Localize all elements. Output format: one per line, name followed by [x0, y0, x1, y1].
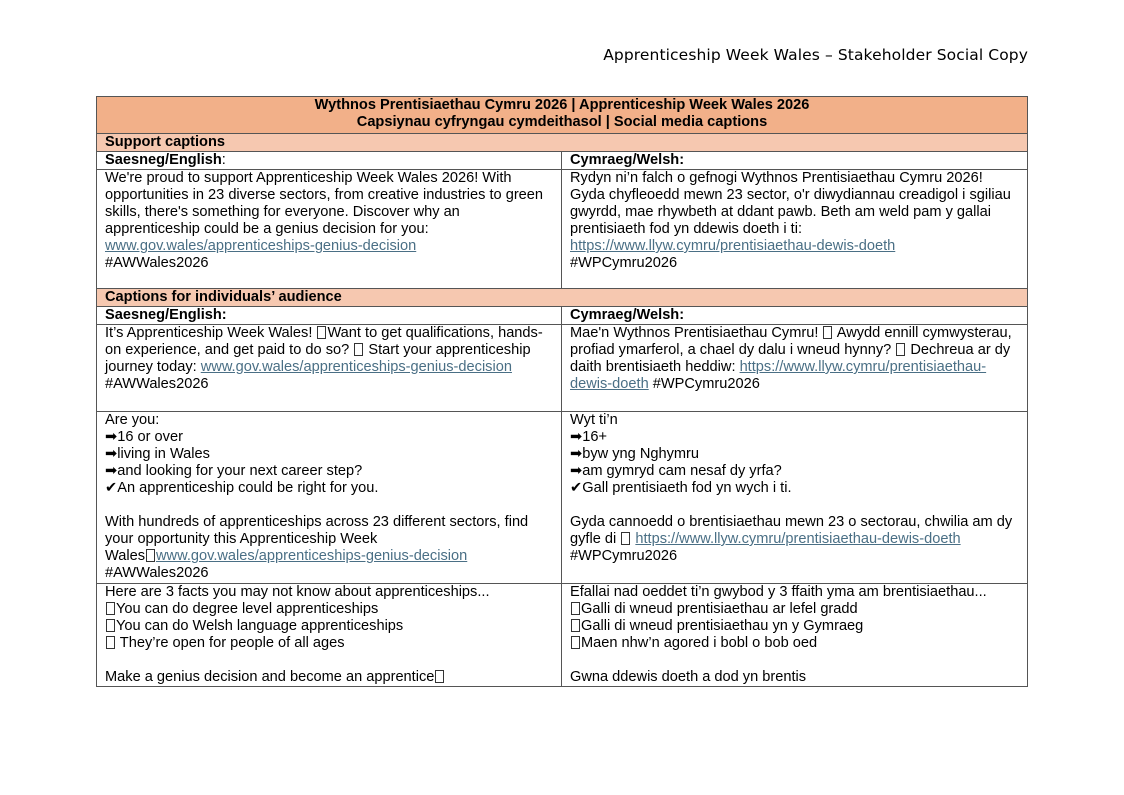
- text-line: Gwna ddewis doeth a dod yn brentis: [570, 669, 807, 685]
- text: journey today:: [105, 359, 201, 375]
- caption-1-en: [97, 325, 562, 412]
- text-line: opportunities in 23 diverse sectors, from creative industries to green: [105, 187, 544, 203]
- text-line: We're proud to support Apprenticeship Week Wales 2026! With: [105, 170, 512, 186]
- title-line-2: Capsiynau cyfryngau cymdeithasol | Social media captions: [356, 114, 768, 130]
- emoji-glyph-icon: [106, 602, 115, 615]
- emoji-glyph-icon: [621, 532, 630, 545]
- gov-wales-link[interactable]: www.gov.wales/apprenticeships-genius-decision: [200, 359, 512, 375]
- text: It’s Apprenticeship Week Wales!: [105, 325, 317, 341]
- fact-item: You can do Welsh language apprenticeships: [116, 618, 404, 634]
- emoji-glyph-icon: [106, 636, 115, 649]
- emoji-glyph-icon: [435, 670, 444, 683]
- text: daith brentisiaeth heddiw:: [570, 359, 740, 375]
- section-title-individuals: Captions for individuals’ audience: [97, 289, 1028, 307]
- text-line: apprenticeship could be a genius decision for you:: [105, 221, 429, 237]
- hashtag: #AWWales2026: [105, 255, 209, 271]
- bullet-item: ➡16+: [570, 429, 607, 445]
- caption-1-cy: [562, 325, 1028, 412]
- text: gyfle di: [570, 531, 621, 547]
- text-line: gwyrdd, mae rhywbeth at ddant pawb. Beth am weld pam y gallai: [570, 204, 992, 220]
- section-row-support: [97, 134, 1028, 152]
- emoji-glyph-icon: [896, 343, 905, 356]
- bullet-item: ➡byw yng Nghymru: [570, 446, 700, 462]
- fact-item: You can do degree level apprenticeships: [116, 601, 379, 617]
- text-line: skills, there's something for everyone. Discover why an: [105, 204, 460, 220]
- captions-table: [96, 96, 1028, 687]
- title-row: [97, 97, 1028, 134]
- header-row-support: [97, 152, 1028, 170]
- bullet-item: ➡16 or over: [105, 429, 183, 445]
- text: Wales: [105, 548, 146, 564]
- emoji-glyph-icon: [571, 636, 580, 649]
- section-title-support: Support captions: [97, 134, 1028, 152]
- text-line: Efallai nad oeddet ti’n gwybod y 3 ffaith yma am brentisiaethau...: [570, 584, 987, 600]
- text-line: With hundreds of apprenticeships across 23 different sectors, find: [105, 514, 529, 530]
- caption-2-cy: [562, 412, 1028, 584]
- emoji-glyph-icon: [571, 619, 580, 632]
- bullet-item: ➡and looking for your next career step?: [105, 463, 363, 479]
- fact-item: Maen nhw’n agored i bobl o bob oed: [581, 635, 818, 651]
- support-caption-cy: [562, 170, 1028, 289]
- text: Start your apprenticeship: [364, 342, 531, 358]
- emoji-glyph-icon: [146, 549, 155, 562]
- individual-caption-row-3: [97, 584, 1028, 687]
- bullet-item: ✔Gall prentisiaeth fod yn wych i ti.: [570, 480, 792, 496]
- text: Awydd ennill cymwysterau,: [833, 325, 1012, 341]
- welsh-header: Cymraeg/Welsh:: [562, 152, 1028, 170]
- bullet-item: ✔An apprenticeship could be right for you.: [105, 480, 379, 496]
- title-line-1: Wythnos Prentisiaethau Cymru 2026 | Apprenticeship Week Wales 2026: [314, 97, 810, 113]
- welsh-header: Cymraeg/Welsh:: [562, 307, 1028, 325]
- llyw-cymru-link[interactable]: https://www.llyw.cymru/prentisiaethau-dewis-doeth: [570, 238, 896, 254]
- text-line: prentisiaeth fod yn ddewis doeth i ti:: [570, 221, 803, 237]
- emoji-glyph-icon: [354, 343, 363, 356]
- text: Make a genius decision and become an apprentice: [105, 669, 435, 685]
- individual-caption-row-1: [97, 325, 1028, 412]
- text-line: Gyda chyfleoedd mewn 23 sector, o'r diwydiannau creadigol i sgiliau: [570, 187, 1011, 203]
- emoji-glyph-icon: [571, 602, 580, 615]
- llyw-cymru-link[interactable]: https://www.llyw.cymru/prentisiaethau-: [739, 359, 987, 375]
- fact-item: They’re open for people of all ages: [116, 635, 345, 651]
- bullet-item: ➡living in Wales: [105, 446, 210, 462]
- hashtag: #WPCymru2026: [570, 255, 678, 271]
- emoji-glyph-icon: [317, 326, 326, 339]
- english-header-cell: [97, 152, 562, 170]
- caption-2-en: [97, 412, 562, 584]
- individual-caption-row-2: [97, 412, 1028, 584]
- fact-item: Galli di wneud prentisiaethau yn y Gymraeg: [581, 618, 864, 634]
- bullet-item: ➡am gymryd cam nesaf dy yrfa?: [570, 463, 782, 479]
- english-header: Saesneg/English:: [97, 307, 562, 325]
- text: on experience, and get paid to do so?: [105, 342, 354, 358]
- text-line: your opportunity this Apprenticeship Week: [105, 531, 378, 547]
- text-line: Rydyn ni’n falch o gefnogi Wythnos Prentisiaethau Cymru 2026!: [570, 170, 983, 186]
- hashtag: #AWWales2026: [105, 565, 209, 581]
- support-caption-en: [97, 170, 562, 289]
- text-line: Gyda cannoedd o brentisiaethau mewn 23 o sectorau, chwilia am dy: [570, 514, 1013, 530]
- english-header-colon: :: [221, 152, 226, 168]
- english-header: Saesneg/English: [105, 152, 222, 168]
- text: Mae'n Wythnos Prentisiaethau Cymru!: [570, 325, 823, 341]
- page-header: Apprenticeship Week Wales – Stakeholder Social Copy: [603, 46, 1028, 64]
- hashtag: #WPCymru2026: [648, 376, 760, 392]
- text: Want to get qualifications, hands-: [327, 325, 543, 341]
- emoji-glyph-icon: [106, 619, 115, 632]
- llyw-cymru-link[interactable]: https://www.llyw.cymru/prentisiaethau-dewis-doeth: [635, 531, 961, 547]
- text-line: Here are 3 facts you may not know about apprenticeships...: [105, 584, 490, 600]
- llyw-cymru-link-cont[interactable]: dewis-doeth: [570, 376, 649, 392]
- support-caption-row: [97, 170, 1028, 289]
- emoji-glyph-icon: [823, 326, 832, 339]
- text: profiad ymarferol, a chael dy dalu i wneud hynny?: [570, 342, 896, 358]
- caption-3-en: [97, 584, 562, 687]
- fact-item: Galli di wneud prentisiaethau ar lefel gradd: [581, 601, 858, 617]
- gov-wales-link[interactable]: www.gov.wales/apprenticeships-genius-decision: [156, 548, 468, 564]
- title-cell: [97, 97, 1028, 134]
- text-line: Are you:: [105, 412, 160, 428]
- text-line: Wyt ti’n: [570, 412, 618, 428]
- hashtag: #WPCymru2026: [570, 548, 678, 564]
- hashtag: #AWWales2026: [105, 376, 209, 392]
- header-row-individuals: [97, 307, 1028, 325]
- text: Dechreua ar dy: [906, 342, 1011, 358]
- gov-wales-link[interactable]: www.gov.wales/apprenticeships-genius-decision: [105, 238, 417, 254]
- caption-3-cy: [562, 584, 1028, 687]
- section-row-individuals: [97, 289, 1028, 307]
